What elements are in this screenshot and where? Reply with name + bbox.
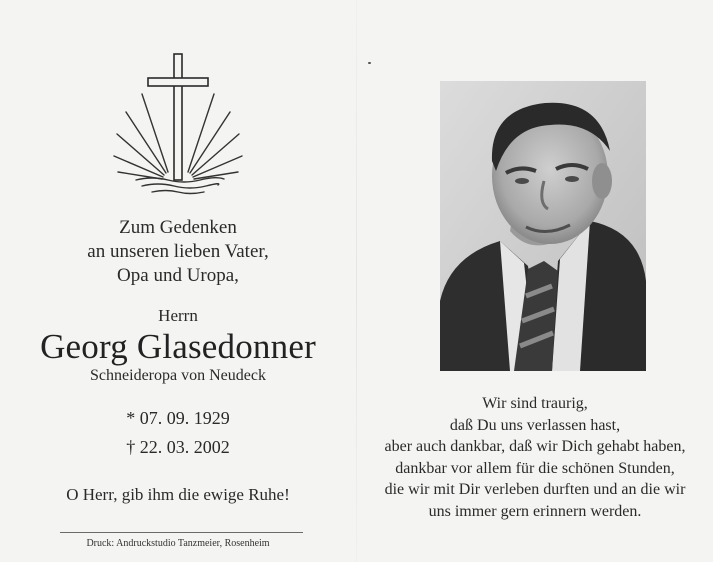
- intro-text: [0, 216, 356, 288]
- honorific: Herrn: [158, 306, 198, 325]
- birth-date: * 07. 09. 1929: [126, 408, 230, 428]
- nickname: Schneideropa von Neudeck: [90, 367, 266, 384]
- poem-line: daß Du uns verlassen hast,: [449, 416, 621, 434]
- poem-line: dankbar vor allem für die schönen Stunden,: [395, 459, 675, 477]
- life-dates: [0, 404, 356, 462]
- portrait-photo: [440, 81, 646, 371]
- divider: [60, 532, 303, 533]
- intro-line: an unseren lieben Vater,: [87, 241, 269, 262]
- intro-line: Opa und Uropa,: [117, 265, 239, 286]
- right-page: [357, 0, 713, 562]
- poem: [357, 393, 713, 522]
- poem-line: die wir mit Dir verleben durften und an die wir: [384, 481, 686, 498]
- poem-line: Wir sind traurig,: [482, 395, 588, 412]
- death-date: † 22. 03. 2002: [126, 437, 230, 457]
- intro-line: Zum Gedenken: [119, 217, 237, 238]
- poem-line: aber auch dankbar, daß wir Dich gehabt haben,: [384, 438, 686, 455]
- cross-sunrays-icon: [112, 52, 244, 197]
- poem-line: uns immer gern erinnern werden.: [428, 502, 642, 520]
- prayer: O Herr, gib ihm die ewige Ruhe!: [66, 485, 290, 504]
- left-page: [0, 0, 356, 562]
- deceased-name: Georg Glasedonner: [40, 327, 316, 366]
- printer-credit: Druck: Andruckstudio Tanzmeier, Rosenheim: [86, 538, 270, 549]
